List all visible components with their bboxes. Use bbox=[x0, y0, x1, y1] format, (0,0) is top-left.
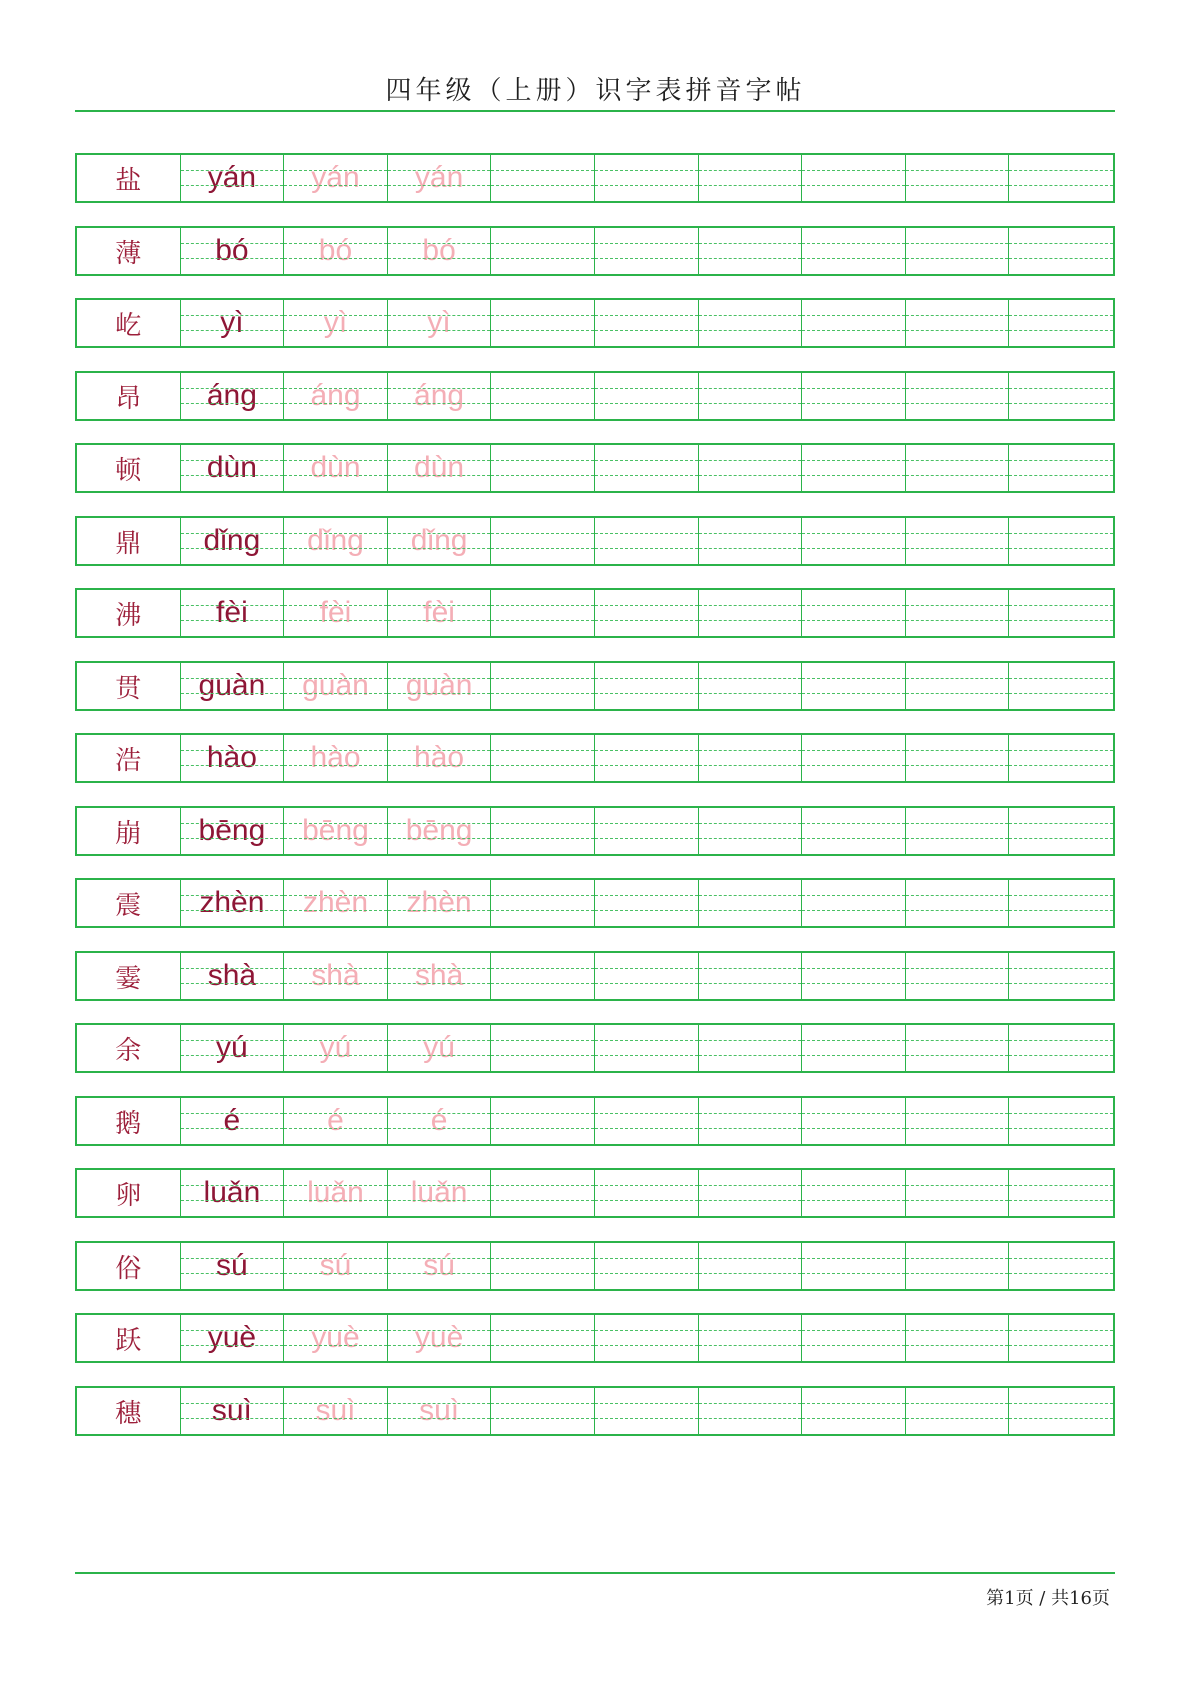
blank-practice-cell bbox=[699, 228, 803, 274]
pinyin-text: bó bbox=[215, 234, 249, 267]
hanzi-character: 霎 bbox=[115, 963, 142, 994]
blank-practice-cell bbox=[699, 300, 803, 346]
blank-practice-cell bbox=[699, 735, 803, 781]
blank-practice-cell bbox=[1009, 518, 1113, 564]
pinyin-trace-cell bbox=[388, 518, 492, 564]
pinyin-trace-text: hào bbox=[414, 741, 465, 774]
pinyin-trace-cell bbox=[388, 228, 492, 274]
pinyin-trace-text: fèi bbox=[423, 596, 455, 629]
hanzi-character: 余 bbox=[115, 1035, 142, 1066]
practice-row bbox=[75, 516, 1115, 566]
pinyin-trace-cell bbox=[388, 590, 492, 636]
pinyin-trace-text: yán bbox=[414, 161, 464, 194]
blank-practice-cell bbox=[491, 300, 595, 346]
blank-practice-cell bbox=[802, 880, 906, 926]
blank-practice-cell bbox=[699, 1025, 803, 1071]
blank-practice-cell bbox=[595, 445, 699, 491]
hanzi-cell bbox=[77, 228, 181, 274]
pinyin-trace-text: yú bbox=[319, 1031, 352, 1064]
practice-row bbox=[75, 298, 1115, 348]
blank-practice-cell bbox=[699, 1388, 803, 1434]
blank-practice-cell bbox=[906, 1388, 1010, 1434]
pinyin-trace-text: bó bbox=[318, 234, 353, 267]
hanzi-character: 屹 bbox=[115, 310, 142, 341]
pinyin-trace-cell bbox=[388, 445, 492, 491]
hanzi-character: 崩 bbox=[115, 818, 142, 849]
blank-practice-cell bbox=[802, 1388, 906, 1434]
pinyin-cell bbox=[181, 735, 285, 781]
blank-practice-cell bbox=[906, 880, 1010, 926]
pinyin-cell bbox=[181, 155, 285, 201]
blank-practice-cell bbox=[491, 735, 595, 781]
pinyin-trace-cell bbox=[284, 808, 388, 854]
blank-practice-cell bbox=[699, 1170, 803, 1216]
pinyin-trace-text: dǐng bbox=[410, 524, 468, 557]
hanzi-character: 鹅 bbox=[115, 1108, 142, 1139]
blank-practice-cell bbox=[595, 1243, 699, 1289]
pinyin-text: yì bbox=[220, 306, 244, 339]
pinyin-trace-cell bbox=[388, 1098, 492, 1144]
pinyin-trace-text: shà bbox=[414, 959, 464, 992]
hanzi-character: 跃 bbox=[115, 1325, 142, 1356]
pinyin-trace-cell bbox=[388, 735, 492, 781]
hanzi-cell bbox=[77, 155, 181, 201]
blank-practice-cell bbox=[802, 1025, 906, 1071]
blank-practice-cell bbox=[595, 228, 699, 274]
blank-practice-cell bbox=[699, 880, 803, 926]
blank-practice-cell bbox=[595, 663, 699, 709]
pinyin-cell bbox=[181, 1315, 285, 1361]
blank-practice-cell bbox=[1009, 445, 1113, 491]
pinyin-trace-text: hào bbox=[310, 741, 361, 774]
hanzi-character: 贯 bbox=[115, 673, 142, 704]
hanzi-character: 俗 bbox=[115, 1253, 142, 1284]
pinyin-trace-cell bbox=[284, 518, 388, 564]
pinyin-trace-text: bēng bbox=[405, 814, 473, 847]
blank-practice-cell bbox=[1009, 1025, 1113, 1071]
blank-practice-cell bbox=[906, 735, 1010, 781]
blank-practice-cell bbox=[699, 953, 803, 999]
hanzi-character: 鼎 bbox=[115, 528, 142, 559]
blank-practice-cell bbox=[906, 155, 1010, 201]
pinyin-trace-cell bbox=[388, 663, 492, 709]
pinyin-trace-cell bbox=[284, 953, 388, 999]
blank-practice-cell bbox=[491, 1388, 595, 1434]
pinyin-trace-text: fèi bbox=[319, 596, 352, 629]
page-title: 四年级（上册）识字表拼音字帖 bbox=[385, 76, 806, 106]
pinyin-trace-cell bbox=[388, 1243, 492, 1289]
pinyin-text: sú bbox=[216, 1249, 248, 1282]
hanzi-cell bbox=[77, 1243, 181, 1289]
pinyin-cell bbox=[181, 590, 285, 636]
blank-practice-cell bbox=[595, 953, 699, 999]
blank-practice-cell bbox=[595, 735, 699, 781]
pinyin-trace-cell bbox=[284, 1098, 388, 1144]
pinyin-text: luǎn bbox=[203, 1176, 261, 1209]
pinyin-trace-text: áng bbox=[414, 379, 465, 412]
pinyin-trace-cell bbox=[388, 880, 492, 926]
pinyin-trace-cell bbox=[284, 735, 388, 781]
practice-row bbox=[75, 878, 1115, 928]
blank-practice-cell bbox=[595, 880, 699, 926]
blank-practice-cell bbox=[906, 1243, 1010, 1289]
practice-row bbox=[75, 1313, 1115, 1363]
blank-practice-cell bbox=[699, 808, 803, 854]
pinyin-text: yú bbox=[216, 1031, 248, 1064]
pinyin-trace-cell bbox=[284, 373, 388, 419]
pinyin-cell bbox=[181, 1025, 285, 1071]
page-number: 第1页 / 共16页 bbox=[986, 1588, 1110, 1609]
hanzi-cell bbox=[77, 445, 181, 491]
blank-practice-cell bbox=[1009, 808, 1113, 854]
blank-practice-cell bbox=[1009, 1170, 1113, 1216]
hanzi-character: 浩 bbox=[115, 745, 142, 776]
pinyin-trace-text: áng bbox=[310, 379, 361, 412]
blank-practice-cell bbox=[1009, 155, 1113, 201]
hanzi-character: 穗 bbox=[115, 1398, 142, 1429]
blank-practice-cell bbox=[802, 300, 906, 346]
blank-practice-cell bbox=[595, 155, 699, 201]
practice-row bbox=[75, 443, 1115, 493]
pinyin-text: guàn bbox=[198, 669, 266, 702]
pinyin-trace-text: yì bbox=[427, 306, 451, 339]
pinyin-trace-text: shà bbox=[311, 959, 360, 992]
pinyin-cell bbox=[181, 300, 285, 346]
hanzi-cell bbox=[77, 518, 181, 564]
hanzi-cell bbox=[77, 1388, 181, 1434]
pinyin-text: dùn bbox=[206, 451, 257, 484]
pinyin-trace-text: zhèn bbox=[302, 886, 369, 919]
practice-row bbox=[75, 588, 1115, 638]
pinyin-trace-cell bbox=[284, 590, 388, 636]
hanzi-cell bbox=[77, 880, 181, 926]
pinyin-text: shà bbox=[207, 959, 257, 992]
blank-practice-cell bbox=[802, 228, 906, 274]
pinyin-trace-text: sú bbox=[423, 1249, 455, 1282]
hanzi-cell bbox=[77, 808, 181, 854]
pinyin-text: yán bbox=[207, 161, 257, 194]
header-rule bbox=[75, 110, 1115, 112]
blank-practice-cell bbox=[906, 1025, 1010, 1071]
practice-row bbox=[75, 153, 1115, 203]
pinyin-trace-cell bbox=[388, 1170, 492, 1216]
practice-row bbox=[75, 661, 1115, 711]
hanzi-character: 卵 bbox=[115, 1180, 142, 1211]
blank-practice-cell bbox=[491, 1025, 595, 1071]
pinyin-trace-cell bbox=[284, 663, 388, 709]
pinyin-trace-text: é bbox=[430, 1104, 448, 1137]
practice-row bbox=[75, 1241, 1115, 1291]
blank-practice-cell bbox=[491, 518, 595, 564]
blank-practice-cell bbox=[595, 300, 699, 346]
blank-practice-cell bbox=[1009, 1315, 1113, 1361]
pinyin-trace-cell bbox=[284, 445, 388, 491]
blank-practice-cell bbox=[906, 953, 1010, 999]
hanzi-character: 薄 bbox=[115, 238, 142, 269]
hanzi-cell bbox=[77, 663, 181, 709]
blank-practice-cell bbox=[802, 590, 906, 636]
blank-practice-cell bbox=[802, 1170, 906, 1216]
blank-practice-cell bbox=[802, 445, 906, 491]
blank-practice-cell bbox=[491, 1315, 595, 1361]
pinyin-trace-text: yuè bbox=[311, 1321, 360, 1354]
pinyin-cell bbox=[181, 518, 285, 564]
blank-practice-cell bbox=[906, 590, 1010, 636]
pinyin-trace-cell bbox=[284, 1025, 388, 1071]
hanzi-cell bbox=[77, 735, 181, 781]
blank-practice-cell bbox=[906, 300, 1010, 346]
blank-practice-cell bbox=[1009, 590, 1113, 636]
pinyin-cell bbox=[181, 228, 285, 274]
pinyin-cell bbox=[181, 1243, 285, 1289]
hanzi-cell bbox=[77, 373, 181, 419]
blank-practice-cell bbox=[595, 373, 699, 419]
blank-practice-cell bbox=[906, 373, 1010, 419]
pinyin-cell bbox=[181, 1388, 285, 1434]
blank-practice-cell bbox=[1009, 300, 1113, 346]
blank-practice-cell bbox=[1009, 953, 1113, 999]
blank-practice-cell bbox=[491, 373, 595, 419]
blank-practice-cell bbox=[802, 735, 906, 781]
pinyin-text: áng bbox=[206, 379, 257, 412]
pinyin-trace-text: zhèn bbox=[406, 886, 472, 919]
blank-practice-cell bbox=[491, 1170, 595, 1216]
pinyin-trace-text: yán bbox=[311, 161, 360, 194]
blank-practice-cell bbox=[699, 1243, 803, 1289]
blank-practice-cell bbox=[802, 953, 906, 999]
blank-practice-cell bbox=[491, 663, 595, 709]
practice-row bbox=[75, 1386, 1115, 1436]
blank-practice-cell bbox=[699, 518, 803, 564]
pinyin-trace-cell bbox=[284, 155, 388, 201]
pinyin-trace-cell bbox=[284, 1388, 388, 1434]
blank-practice-cell bbox=[1009, 373, 1113, 419]
blank-practice-cell bbox=[906, 1098, 1010, 1144]
blank-practice-cell bbox=[595, 1025, 699, 1071]
blank-practice-cell bbox=[595, 1098, 699, 1144]
blank-practice-cell bbox=[802, 808, 906, 854]
pinyin-text: é bbox=[223, 1104, 241, 1137]
pinyin-trace-text: yú bbox=[423, 1031, 455, 1064]
pinyin-cell bbox=[181, 880, 285, 926]
hanzi-character: 昂 bbox=[115, 383, 142, 414]
pinyin-text: bēng bbox=[198, 814, 266, 847]
blank-practice-cell bbox=[699, 663, 803, 709]
blank-practice-cell bbox=[1009, 1098, 1113, 1144]
pinyin-text: suì bbox=[211, 1394, 252, 1427]
blank-practice-cell bbox=[595, 1315, 699, 1361]
practice-row bbox=[75, 951, 1115, 1001]
blank-practice-cell bbox=[1009, 735, 1113, 781]
blank-practice-cell bbox=[906, 1170, 1010, 1216]
pinyin-cell bbox=[181, 808, 285, 854]
blank-practice-cell bbox=[595, 808, 699, 854]
pinyin-text: yuè bbox=[207, 1321, 257, 1354]
hanzi-character: 盐 bbox=[115, 165, 142, 196]
blank-practice-cell bbox=[906, 663, 1010, 709]
blank-practice-cell bbox=[802, 1315, 906, 1361]
blank-practice-cell bbox=[802, 518, 906, 564]
pinyin-trace-text: sú bbox=[319, 1249, 352, 1282]
pinyin-cell bbox=[181, 1170, 285, 1216]
hanzi-cell bbox=[77, 590, 181, 636]
pinyin-trace-cell bbox=[388, 1315, 492, 1361]
blank-practice-cell bbox=[1009, 880, 1113, 926]
hanzi-character: 震 bbox=[115, 890, 142, 921]
blank-practice-cell bbox=[491, 808, 595, 854]
blank-practice-cell bbox=[802, 1098, 906, 1144]
blank-practice-cell bbox=[906, 1315, 1010, 1361]
pinyin-text: fèi bbox=[216, 596, 248, 629]
hanzi-cell bbox=[77, 1315, 181, 1361]
blank-practice-cell bbox=[491, 1243, 595, 1289]
practice-row bbox=[75, 733, 1115, 783]
hanzi-cell bbox=[77, 1098, 181, 1144]
pinyin-trace-cell bbox=[388, 1388, 492, 1434]
pinyin-trace-cell bbox=[284, 1243, 388, 1289]
blank-practice-cell bbox=[802, 1243, 906, 1289]
pinyin-text: hào bbox=[206, 741, 257, 774]
blank-practice-cell bbox=[699, 1315, 803, 1361]
pinyin-trace-cell bbox=[284, 300, 388, 346]
pinyin-trace-text: luǎn bbox=[307, 1176, 364, 1209]
pinyin-trace-text: guàn bbox=[405, 669, 473, 702]
blank-practice-cell bbox=[595, 518, 699, 564]
blank-practice-cell bbox=[491, 1098, 595, 1144]
blank-practice-cell bbox=[595, 1170, 699, 1216]
pinyin-cell bbox=[181, 445, 285, 491]
pinyin-cell bbox=[181, 373, 285, 419]
hanzi-cell bbox=[77, 300, 181, 346]
pinyin-trace-text: bēng bbox=[302, 814, 369, 847]
blank-practice-cell bbox=[802, 373, 906, 419]
hanzi-character: 顿 bbox=[115, 455, 142, 486]
blank-practice-cell bbox=[595, 590, 699, 636]
blank-practice-cell bbox=[906, 228, 1010, 274]
pinyin-trace-cell bbox=[388, 808, 492, 854]
blank-practice-cell bbox=[699, 373, 803, 419]
pinyin-trace-text: dùn bbox=[310, 451, 361, 484]
blank-practice-cell bbox=[699, 590, 803, 636]
practice-row bbox=[75, 1023, 1115, 1073]
pinyin-trace-cell bbox=[388, 155, 492, 201]
pinyin-trace-text: yì bbox=[323, 306, 348, 339]
practice-row bbox=[75, 226, 1115, 276]
practice-row bbox=[75, 1096, 1115, 1146]
blank-practice-cell bbox=[906, 808, 1010, 854]
blank-practice-cell bbox=[491, 953, 595, 999]
blank-practice-cell bbox=[491, 445, 595, 491]
pinyin-cell bbox=[181, 663, 285, 709]
pinyin-trace-text: dǐng bbox=[307, 524, 364, 557]
pinyin-trace-cell bbox=[284, 1170, 388, 1216]
pinyin-trace-cell bbox=[284, 228, 388, 274]
blank-practice-cell bbox=[491, 590, 595, 636]
blank-practice-cell bbox=[491, 155, 595, 201]
pinyin-trace-cell bbox=[388, 300, 492, 346]
blank-practice-cell bbox=[699, 155, 803, 201]
pinyin-cell bbox=[181, 1098, 285, 1144]
footer-rule bbox=[75, 1572, 1115, 1574]
practice-row bbox=[75, 806, 1115, 856]
blank-practice-cell bbox=[699, 445, 803, 491]
pinyin-trace-cell bbox=[388, 373, 492, 419]
pinyin-trace-text: dùn bbox=[414, 451, 465, 484]
blank-practice-cell bbox=[802, 663, 906, 709]
blank-practice-cell bbox=[1009, 1243, 1113, 1289]
blank-practice-cell bbox=[699, 1098, 803, 1144]
hanzi-character: 沸 bbox=[115, 600, 142, 631]
pinyin-trace-text: suì bbox=[419, 1394, 460, 1427]
pinyin-cell bbox=[181, 953, 285, 999]
pinyin-text: zhèn bbox=[199, 886, 265, 919]
blank-practice-cell bbox=[906, 518, 1010, 564]
blank-practice-cell bbox=[491, 228, 595, 274]
blank-practice-cell bbox=[1009, 228, 1113, 274]
pinyin-trace-cell bbox=[388, 1025, 492, 1071]
pinyin-trace-text: é bbox=[327, 1104, 344, 1137]
pinyin-text: dǐng bbox=[203, 524, 261, 557]
blank-practice-cell bbox=[1009, 663, 1113, 709]
pinyin-trace-text: guàn bbox=[302, 669, 369, 702]
practice-row bbox=[75, 1168, 1115, 1218]
blank-practice-cell bbox=[802, 155, 906, 201]
hanzi-cell bbox=[77, 1025, 181, 1071]
pinyin-trace-cell bbox=[388, 953, 492, 999]
blank-practice-cell bbox=[1009, 1388, 1113, 1434]
pinyin-trace-text: bó bbox=[422, 234, 456, 267]
pinyin-trace-text: yuè bbox=[414, 1321, 464, 1354]
pinyin-trace-cell bbox=[284, 880, 388, 926]
hanzi-cell bbox=[77, 953, 181, 999]
blank-practice-cell bbox=[595, 1388, 699, 1434]
pinyin-trace-text: suì bbox=[315, 1394, 356, 1427]
blank-practice-cell bbox=[906, 445, 1010, 491]
pinyin-trace-cell bbox=[284, 1315, 388, 1361]
pinyin-trace-text: luǎn bbox=[410, 1176, 468, 1209]
practice-row bbox=[75, 371, 1115, 421]
hanzi-cell bbox=[77, 1170, 181, 1216]
blank-practice-cell bbox=[491, 880, 595, 926]
